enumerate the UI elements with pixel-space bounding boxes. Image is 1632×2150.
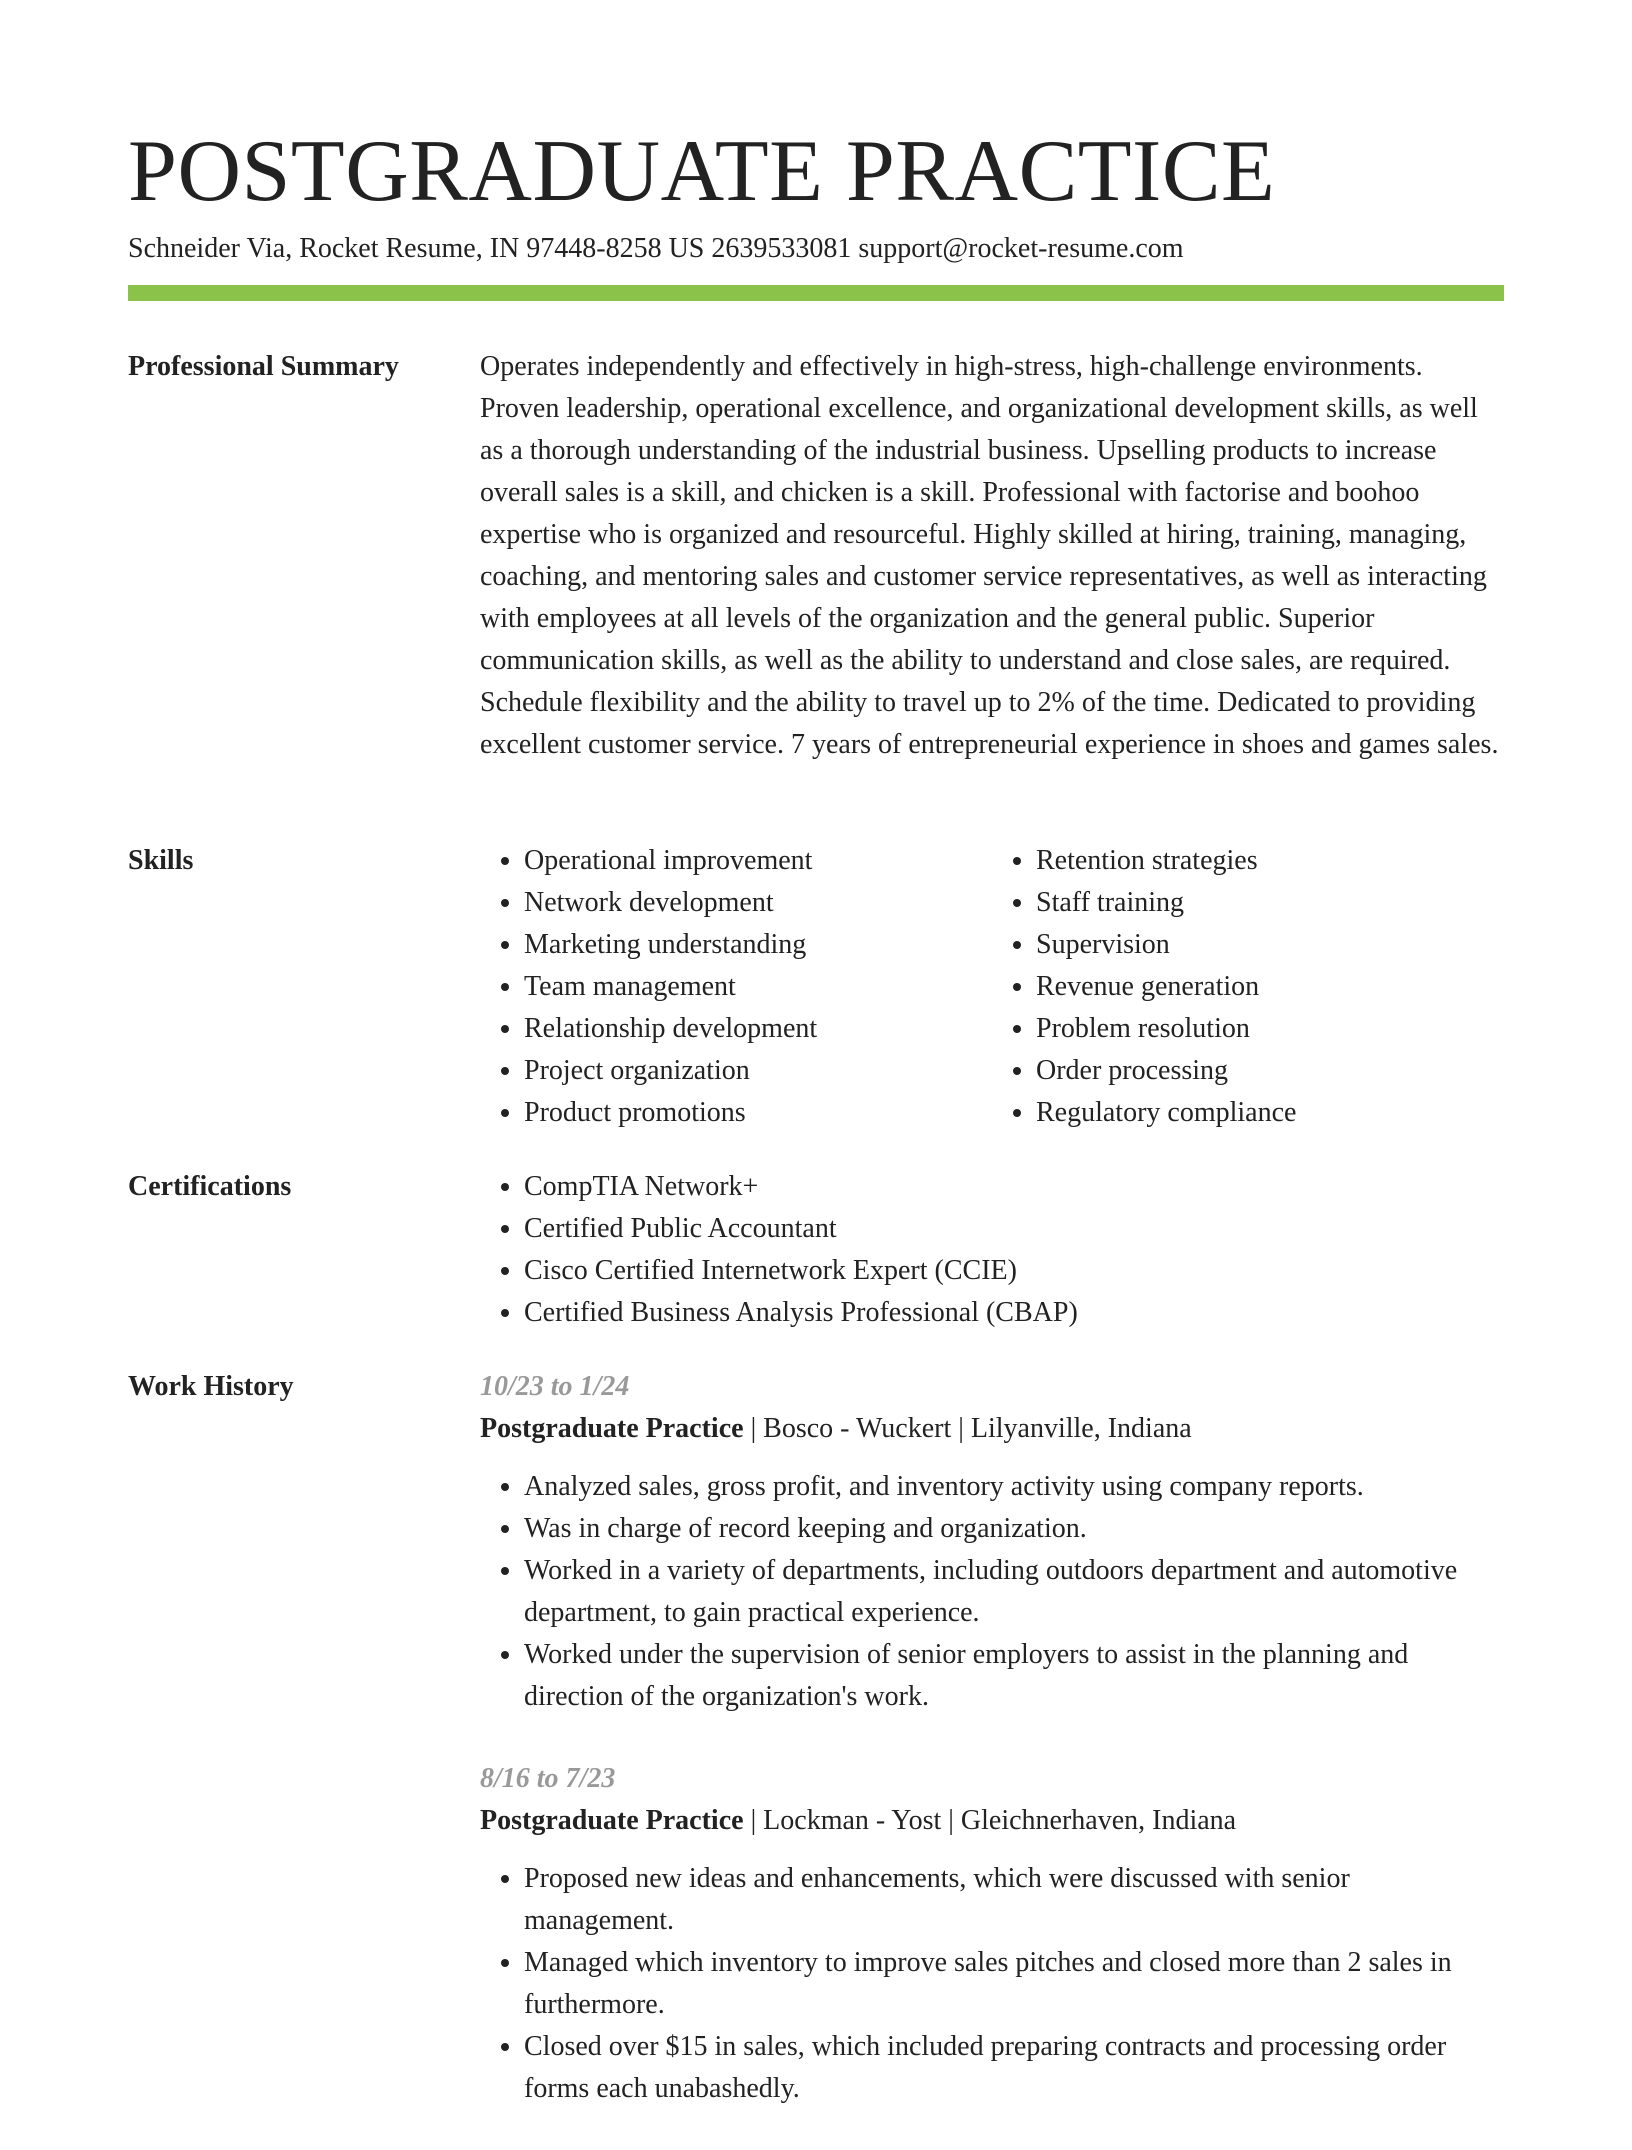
list-item: • Order processing [1036, 1050, 1504, 1092]
job-bullets [480, 1858, 1504, 2110]
list-item: • Relationship development [524, 1008, 992, 1050]
job-title: Postgraduate Practice [480, 1805, 744, 1836]
list-item: • Cisco Certified Internetwork Expert (CCIE) [524, 1250, 1504, 1292]
skills-list-left [480, 840, 992, 1134]
summary-text: Operates independently and effectively in high-stress, high-challenge environments. Proven leadership, operational excellence, and organizational development skills, as well as a thorough understanding of the industrial business. Upselling products to increase overall sales is a skill, and chicken is a skill. Professional with factorise and boohoo expertise who is organized and resourceful. Highly skilled at hiring, training, managing, coaching, and mentoring sales and customer service representatives, as well as interacting with employees at all levels of the organization and the general public. Superior communication skills, as well as the ability to understand and close sales, are required. Schedule flexibility and the ability to travel up to 2% of the time. Dedicated to providing excellent customer service. 7 years of entrepreneurial experience in shoes and games sales. [480, 351, 1499, 760]
list-item: • Certified Business Analysis Professional (CBAP) [524, 1292, 1504, 1334]
skills-heading: Skills [128, 845, 194, 876]
list-item: • Operational improvement [524, 840, 992, 882]
candidate-name: POSTGRADUATE PRACTICE [128, 123, 1276, 220]
certifications-heading: Certifications [128, 1171, 292, 1202]
list-item: • Closed over $15 in sales, which included preparing contracts and processing order forms each unabashedly. [524, 2026, 1504, 2110]
list-item: • Was in charge of record keeping and organization. [524, 1508, 1504, 1550]
job-employer-location: | Lockman - Yost | Gleichnerhaven, Indiana [743, 1805, 1237, 1836]
job-dates: 10/23 to 1/24 [480, 1371, 630, 1402]
certifications-body [480, 1166, 1504, 1334]
list-item: • Worked in a variety of departments, including outdoors department and automotive department, to gain practical experience. [524, 1550, 1504, 1634]
list-item: • Analyzed sales, gross profit, and inventory activity using company reports. [524, 1466, 1504, 1508]
list-item: • Staff training [1036, 882, 1504, 924]
skills-list-right [992, 840, 1504, 1134]
certifications-list [480, 1166, 1504, 1334]
skills-body [480, 840, 1504, 1134]
email-address: support@rocket-resume.com [858, 233, 1184, 264]
list-item: • Proposed new ideas and enhancements, which were discussed with senior management. [524, 1858, 1504, 1942]
list-item: • Product promotions [524, 1092, 992, 1134]
list-item: • Supervision [1036, 924, 1504, 966]
contact-line [128, 230, 1184, 268]
work-history-heading: Work History [128, 1371, 294, 1402]
list-item: • Managed which inventory to improve sales pitches and closed more than 2 sales in furthermore. [524, 1942, 1504, 2026]
list-item: • Project organization [524, 1050, 992, 1092]
summary-heading: Professional Summary [128, 351, 399, 382]
summary-body [480, 346, 1504, 766]
job-title: Postgraduate Practice [480, 1413, 744, 1444]
address: Schneider Via, Rocket Resume, IN 97448-8258 US [128, 233, 705, 264]
list-item: • Retention strategies [1036, 840, 1504, 882]
work-history-body [480, 1366, 1504, 2150]
phone-number: 2639533081 [711, 233, 852, 264]
list-item: • CompTIA Network+ [524, 1166, 1504, 1208]
list-item: • Network development [524, 882, 992, 924]
list-item: • Regulatory compliance [1036, 1092, 1504, 1134]
job-title-line [480, 1408, 1504, 1450]
list-item: • Team management [524, 966, 992, 1008]
list-item: • Revenue generation [1036, 966, 1504, 1008]
job-entry [480, 1366, 1504, 1718]
list-item: • Marketing understanding [524, 924, 992, 966]
job-entry [480, 1758, 1504, 2110]
list-item: • Worked under the supervision of senior employers to assist in the planning and direction of the organization's work. [524, 1634, 1504, 1718]
job-bullets [480, 1466, 1504, 1718]
job-title-line [480, 1800, 1504, 1842]
list-item: • Certified Public Accountant [524, 1208, 1504, 1250]
accent-divider [128, 285, 1504, 301]
job-dates: 8/16 to 7/23 [480, 1763, 616, 1794]
job-employer-location: | Bosco - Wuckert | Lilyanville, Indiana [743, 1413, 1192, 1444]
list-item: • Problem resolution [1036, 1008, 1504, 1050]
